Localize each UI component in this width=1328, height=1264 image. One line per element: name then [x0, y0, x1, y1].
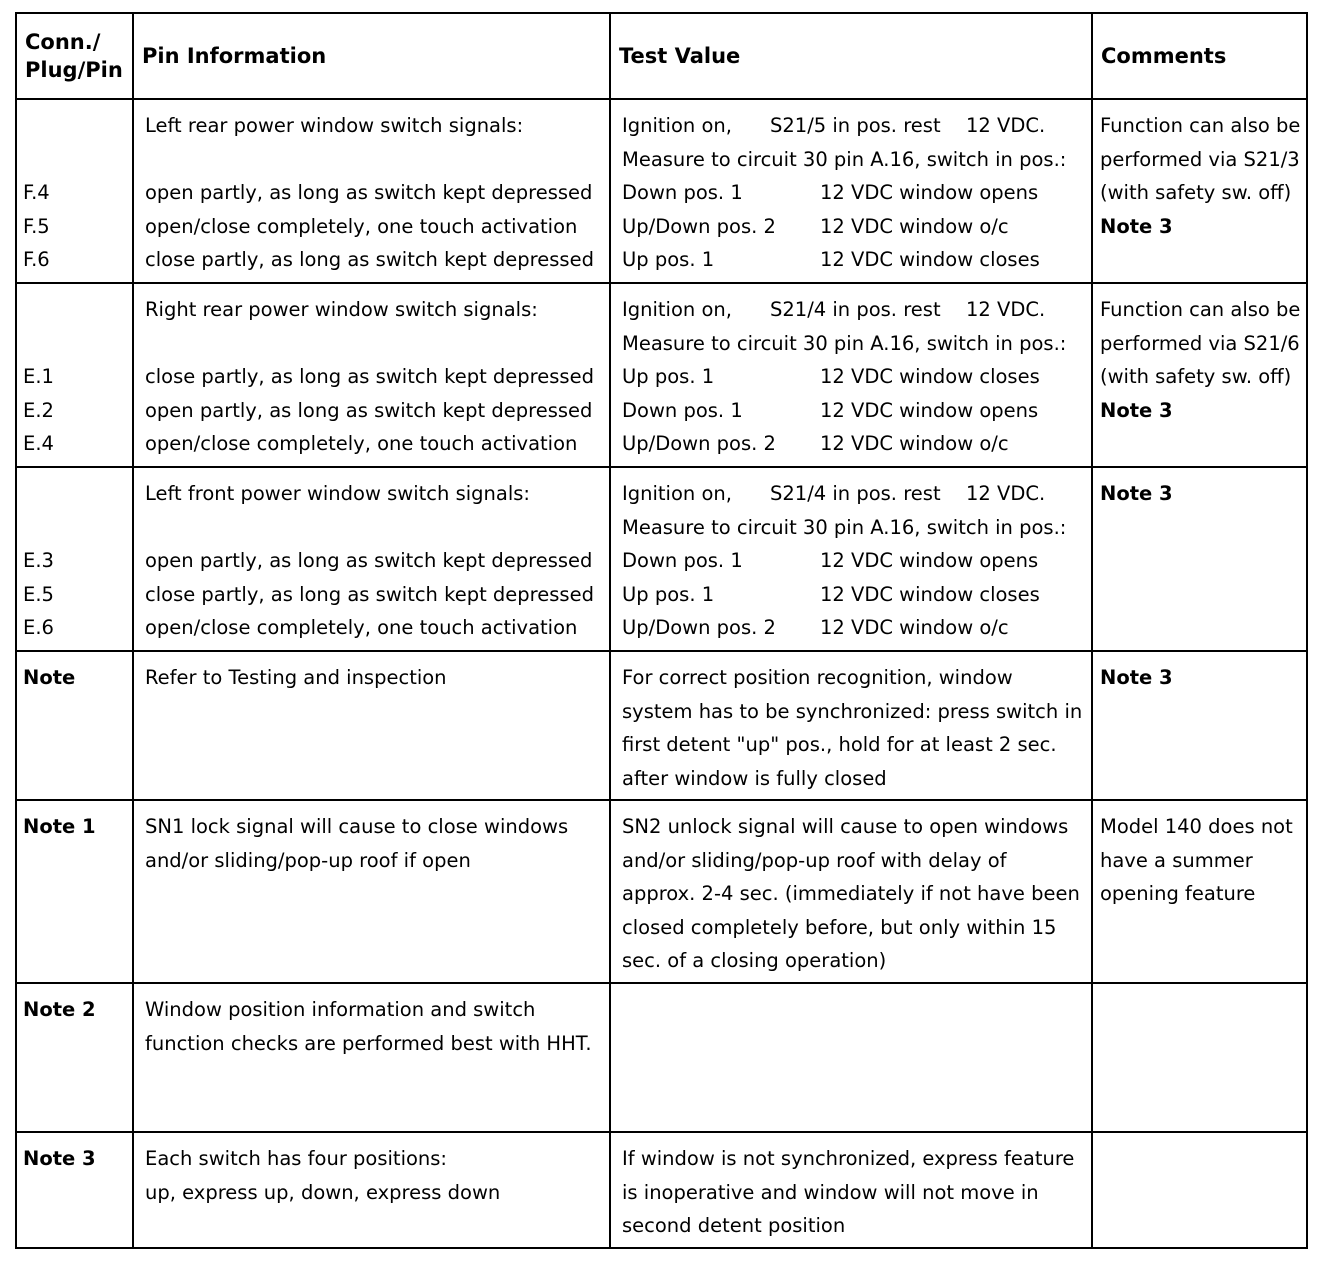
note-test-line: approx. 2-4 sec. (immediately if not have been: [622, 882, 1080, 905]
note-label-cell: [16, 1132, 133, 1248]
note-test-line: closed completely before, but only within 15: [622, 915, 1057, 939]
test-result: 12 VDC window o/c: [820, 616, 1009, 639]
pin-cell: [16, 283, 133, 467]
test-voltage: 12 VDC.: [966, 482, 1046, 505]
note-label-cell: [16, 800, 133, 983]
pin-info-line: [145, 327, 598, 361]
note-test-line: If window is not synchronized, express feature: [622, 1147, 1075, 1170]
note-comment-cell: [1092, 651, 1307, 800]
test-value-cell: [610, 99, 1092, 283]
pin-cell: [16, 467, 133, 651]
note-test-cell: [610, 983, 1092, 1132]
header-conn-line1: Conn./: [25, 30, 101, 54]
pin-info-line: open/close completely, one touch activation: [145, 214, 578, 238]
comments-cell: [1092, 283, 1307, 467]
note-test-line: first detent "up" pos., hold for at least 2 sec.: [622, 733, 1057, 756]
header-conn-line2: Plug/Pin: [25, 58, 123, 82]
note-label-cell: [16, 983, 133, 1132]
test-position: Down pos. 1: [622, 181, 743, 204]
test-condition-line: [622, 293, 1080, 327]
pin-info-line: [145, 511, 598, 545]
test-measure-line: Measure to circuit 30 pin A.16, switch in pos.:: [622, 331, 1067, 355]
comment-line: Function can also be: [1100, 298, 1301, 321]
note-test-cell: [610, 800, 1092, 983]
pin-info-line: close partly, as long as switch kept depressed: [145, 582, 594, 606]
note-info-line: Window position information and switch: [145, 998, 536, 1021]
note-test-cell: [610, 651, 1092, 800]
test-ignition: Ignition on,: [622, 482, 732, 505]
comment-note-ref: Note 3: [1100, 482, 1173, 505]
pin-info-cell: [133, 467, 610, 651]
test-condition-line: [622, 109, 1080, 143]
comment-line: performed via S21/6: [1100, 331, 1300, 355]
pin-info-cell: [133, 283, 610, 467]
test-result: 12 VDC window closes: [820, 248, 1040, 271]
comment-line: (with safety sw. off): [1100, 365, 1292, 388]
note-info-cell: [133, 651, 610, 800]
test-value-line: [622, 176, 1080, 210]
pin-label: [23, 477, 126, 511]
note-test-line: is inoperative and window will not move in: [622, 1180, 1039, 1204]
pin-label: [23, 293, 126, 327]
note-comment-line: Note 3: [1100, 666, 1173, 689]
pin-label: [23, 143, 126, 177]
test-value-line: [622, 243, 1080, 277]
pin-info-line: open partly, as long as switch kept depressed: [145, 181, 593, 204]
pin-label: E.1: [23, 365, 54, 388]
test-position: Up/Down pos. 2: [622, 432, 776, 455]
pin-info-line: open partly, as long as switch kept depressed: [145, 549, 593, 572]
test-switch-position: S21/4 in pos. rest: [770, 482, 941, 505]
pin-info-line: [145, 143, 598, 177]
test-voltage: 12 VDC.: [966, 298, 1046, 321]
note-test-cell: [610, 1132, 1092, 1248]
note-info-line: and/or sliding/pop-up roof if open: [145, 848, 471, 872]
note-comment-cell: [1092, 800, 1307, 983]
pin-info-line: Right rear power window switch signals:: [145, 298, 538, 321]
pin-label: [23, 511, 126, 545]
pin-label: E.5: [23, 582, 54, 606]
note-row: [16, 1132, 1307, 1248]
comment-line: (with safety sw. off): [1100, 181, 1292, 204]
test-result: 12 VDC window closes: [820, 582, 1040, 606]
test-position: Up pos. 1: [622, 582, 715, 606]
test-switch-position: S21/4 in pos. rest: [770, 298, 941, 321]
note-label-cell: [16, 651, 133, 800]
test-value-cell: [610, 283, 1092, 467]
test-result: 12 VDC window o/c: [820, 214, 1009, 238]
note-info-line: function checks are performed best with HHT.: [145, 1031, 592, 1055]
table-row: [16, 283, 1307, 467]
pin-test-table: [15, 12, 1308, 1249]
pin-label: E.3: [23, 549, 54, 572]
test-switch-position: S21/5 in pos. rest: [770, 114, 941, 137]
pin-label: E.2: [23, 398, 54, 422]
note-comment-cell: [1092, 983, 1307, 1132]
note-label: Note 3: [23, 1147, 96, 1170]
note-info-line: up, express up, down, express down: [145, 1180, 501, 1204]
pin-label: [23, 109, 126, 143]
test-value-line: [622, 394, 1080, 428]
pin-info-line: close partly, as long as switch kept depressed: [145, 365, 594, 388]
note-info-line: SN1 lock signal will cause to close windows: [145, 815, 569, 838]
test-result: 12 VDC window opens: [820, 181, 1039, 204]
test-result: 12 VDC window opens: [820, 549, 1039, 572]
pin-label: F.6: [23, 248, 50, 271]
test-position: Up/Down pos. 2: [622, 616, 776, 639]
test-value-line: [622, 360, 1080, 394]
pin-info-cell: [133, 99, 610, 283]
test-position: Up pos. 1: [622, 365, 715, 388]
test-value-cell: [610, 467, 1092, 651]
pin-info-line: open partly, as long as switch kept depressed: [145, 398, 593, 422]
note-info-cell: [133, 983, 610, 1132]
comment-note-ref: Note 3: [1100, 398, 1173, 422]
test-value-line: [622, 578, 1080, 612]
test-voltage: 12 VDC.: [966, 114, 1046, 137]
table-row: [16, 467, 1307, 651]
test-result: 12 VDC window o/c: [820, 432, 1009, 455]
note-row: [16, 800, 1307, 983]
note-row: [16, 651, 1307, 800]
note-info-cell: [133, 1132, 610, 1248]
note-label: Note 2: [23, 998, 96, 1021]
note-label: Note: [23, 666, 76, 689]
note-info-line: Each switch has four positions:: [145, 1147, 448, 1170]
test-value-line: [622, 611, 1080, 645]
comments-cell: [1092, 467, 1307, 651]
comments-cell: [1092, 99, 1307, 283]
comment-line: Function can also be: [1100, 114, 1301, 137]
test-measure-line: Measure to circuit 30 pin A.16, switch in pos.:: [622, 515, 1067, 539]
header-test-value: Test Value: [610, 13, 1092, 99]
test-position: Down pos. 1: [622, 549, 743, 572]
test-measure-line: Measure to circuit 30 pin A.16, switch in pos.:: [622, 147, 1067, 171]
pin-info-line: Left front power window switch signals:: [145, 482, 530, 505]
note-info-line: Refer to Testing and inspection: [145, 666, 447, 689]
pin-info-line: close partly, as long as switch kept depressed: [145, 248, 594, 271]
table-row: [16, 99, 1307, 283]
note-test-line: SN2 unlock signal will cause to open windows: [622, 815, 1069, 838]
pin-label: E.6: [23, 616, 54, 639]
header-row: [16, 13, 1307, 99]
header-conn-plug-pin: [16, 13, 133, 99]
test-position: Up pos. 1: [622, 248, 715, 271]
note-comment-line: Model 140 does not: [1100, 815, 1293, 838]
test-condition-line: [622, 477, 1080, 511]
header-pin-information: Pin Information: [133, 13, 610, 99]
note-test-line: after window is fully closed: [622, 766, 887, 790]
pin-info-line: open/close completely, one touch activation: [145, 616, 578, 639]
test-value-line: [622, 210, 1080, 244]
test-result: 12 VDC window closes: [820, 365, 1040, 388]
test-ignition: Ignition on,: [622, 114, 732, 137]
header-comments: Comments: [1092, 13, 1307, 99]
note-row: [16, 983, 1307, 1132]
test-value-line: [622, 427, 1080, 461]
pin-info-line: open/close completely, one touch activation: [145, 432, 578, 455]
note-comment-line: have a summer: [1100, 848, 1253, 872]
test-ignition: Ignition on,: [622, 298, 732, 321]
note-test-line: second detent position: [622, 1214, 846, 1237]
note-test-line: sec. of a closing operation): [622, 949, 887, 972]
note-comment-cell: [1092, 1132, 1307, 1248]
pin-label: E.4: [23, 432, 54, 455]
pin-cell: [16, 99, 133, 283]
note-test-line: system has to be synchronized: press switch in: [622, 699, 1083, 723]
pin-label: F.4: [23, 181, 50, 204]
test-position: Up/Down pos. 2: [622, 214, 776, 238]
comment-line: performed via S21/3: [1100, 147, 1300, 171]
note-test-line: and/or sliding/pop-up roof with delay of: [622, 848, 1007, 872]
note-test-line: For correct position recognition, window: [622, 666, 1013, 689]
pin-label: [23, 327, 126, 361]
test-result: 12 VDC window opens: [820, 398, 1039, 422]
note-info-cell: [133, 800, 610, 983]
test-position: Down pos. 1: [622, 398, 743, 422]
pin-info-line: Left rear power window switch signals:: [145, 114, 524, 137]
pin-label: F.5: [23, 214, 50, 238]
comment-note-ref: Note 3: [1100, 214, 1173, 238]
note-comment-line: opening feature: [1100, 882, 1256, 905]
test-value-line: [622, 544, 1080, 578]
note-label: Note 1: [23, 815, 96, 838]
